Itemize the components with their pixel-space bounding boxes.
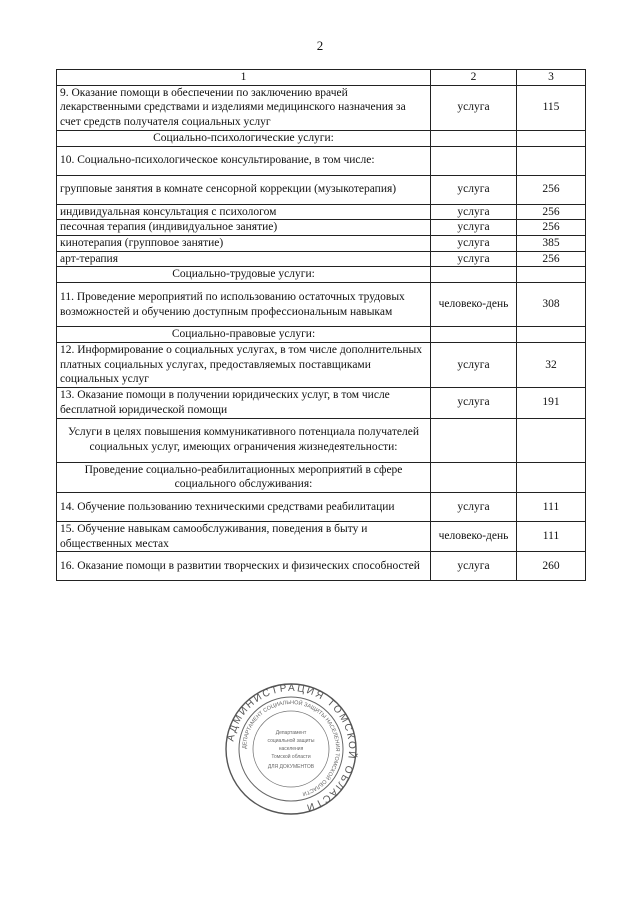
price-cell: 111 bbox=[517, 521, 586, 551]
unit-cell: человеко-день bbox=[431, 521, 517, 551]
section-row bbox=[57, 327, 586, 343]
svg-text:населения: населения bbox=[278, 746, 304, 752]
unit-cell: услуга bbox=[431, 388, 517, 418]
unit-cell bbox=[431, 130, 517, 146]
table-row bbox=[57, 552, 586, 581]
price-cell: 191 bbox=[517, 388, 586, 418]
svg-text:Департамент: Департамент bbox=[275, 730, 307, 736]
unit-cell bbox=[431, 418, 517, 462]
price-cell: 32 bbox=[517, 342, 586, 387]
unit-cell: услуга bbox=[431, 220, 517, 236]
svg-text:Томской области: Томской области bbox=[271, 754, 311, 760]
service-name: 11. Проведение мероприятий по использованию остаточных трудовых возможностей и обучению доступным профессиональным навыкам bbox=[57, 283, 431, 327]
section-row bbox=[57, 130, 586, 146]
service-name: 15. Обучение навыкам самообслуживания, поведения в быту и общественных местах bbox=[57, 521, 431, 551]
price-cell bbox=[517, 130, 586, 146]
unit-cell: человеко-день bbox=[431, 283, 517, 327]
section-title: Проведение социально-реабилитационных мероприятий в сфере социального обслуживания: bbox=[57, 462, 431, 492]
unit-cell: услуга bbox=[431, 251, 517, 267]
table-row bbox=[57, 85, 586, 130]
service-name: групповые занятия в комнате сенсорной коррекции (музыкотерапия) bbox=[57, 175, 431, 204]
service-name: 14. Обучение пользованию техническими средствами реабилитации bbox=[57, 492, 431, 521]
unit-cell: услуга bbox=[431, 204, 517, 220]
unit-cell bbox=[431, 462, 517, 492]
section-row bbox=[57, 462, 586, 492]
price-cell: 256 bbox=[517, 220, 586, 236]
unit-cell: услуга bbox=[431, 175, 517, 204]
unit-cell: услуга bbox=[431, 492, 517, 521]
table-row bbox=[57, 220, 586, 236]
service-name: 16. Оказание помощи в развитии творческих и физических способностей bbox=[57, 552, 431, 581]
price-cell: 260 bbox=[517, 552, 586, 581]
unit-cell bbox=[431, 146, 517, 175]
section-row bbox=[57, 267, 586, 283]
table-header-row bbox=[57, 70, 586, 86]
seal-outer-text: АДМИНИСТРАЦИЯ ТОМСКОЙ ОБЛАСТИ bbox=[225, 682, 358, 814]
unit-cell: услуга bbox=[431, 85, 517, 130]
page-number: 2 bbox=[316, 38, 324, 53]
service-name: песочная терапия (индивидуальное занятие) bbox=[57, 220, 431, 236]
seal-center-text bbox=[268, 730, 315, 770]
section-row bbox=[57, 418, 586, 462]
section-title: Услуги в целях повышения коммуникативного потенциала получателей социальных услуг, имеющих ограничения жизнедеятельности: bbox=[57, 418, 431, 462]
service-name: индивидуальная консультация с психологом bbox=[57, 204, 431, 220]
price-cell bbox=[517, 146, 586, 175]
price-cell bbox=[517, 462, 586, 492]
official-seal bbox=[224, 682, 358, 816]
service-name: 10. Социально-психологическое консультирование, в том числе: bbox=[57, 146, 431, 175]
service-name: 13. Оказание помощи в получении юридических услуг, в том числе бесплатной юридической помощи bbox=[57, 388, 431, 418]
service-name: арт-терапия bbox=[57, 251, 431, 267]
services-table bbox=[56, 69, 586, 581]
table-row bbox=[57, 342, 586, 387]
price-cell bbox=[517, 327, 586, 343]
column-header: 1 bbox=[57, 70, 431, 86]
service-name: 12. Информирование о социальных услугах, в том числе дополнительных платных социальных услугах, предоставляемых поставщиками социальных услуг bbox=[57, 342, 431, 387]
svg-text:социальной защиты: социальной защиты bbox=[267, 738, 315, 744]
price-cell: 385 bbox=[517, 236, 586, 252]
price-cell bbox=[517, 267, 586, 283]
table-row bbox=[57, 251, 586, 267]
section-title: Социально-правовые услуги: bbox=[57, 327, 431, 343]
table-row bbox=[57, 283, 586, 327]
price-cell: 308 bbox=[517, 283, 586, 327]
price-cell: 256 bbox=[517, 251, 586, 267]
table-row bbox=[57, 204, 586, 220]
seal-inner-text: ДЕПАРТАМЕНТ СОЦИАЛЬНОЙ ЗАЩИТЫ НАСЕЛЕНИЯ ТОМСКОЙ ОБЛАСТИ bbox=[241, 699, 341, 797]
table-row bbox=[57, 521, 586, 551]
table-row bbox=[57, 146, 586, 175]
unit-cell: услуга bbox=[431, 552, 517, 581]
price-cell: 256 bbox=[517, 175, 586, 204]
svg-text:ДЛЯ ДОКУМЕНТОВ: ДЛЯ ДОКУМЕНТОВ bbox=[267, 764, 315, 770]
service-name: 9. Оказание помощи в обеспечении по заключению врачей лекарственными средствами и изделиями медицинского назначения за счет средств получателя социальных услуг bbox=[57, 85, 431, 130]
service-name: кинотерапия (групповое занятие) bbox=[57, 236, 431, 252]
price-cell: 256 bbox=[517, 204, 586, 220]
table-row bbox=[57, 175, 586, 204]
table-row bbox=[57, 236, 586, 252]
price-cell bbox=[517, 418, 586, 462]
section-title: Социально-трудовые услуги: bbox=[57, 267, 431, 283]
unit-cell: услуга bbox=[431, 342, 517, 387]
column-header: 2 bbox=[431, 70, 517, 86]
unit-cell: услуга bbox=[431, 236, 517, 252]
unit-cell bbox=[431, 327, 517, 343]
unit-cell bbox=[431, 267, 517, 283]
price-cell: 111 bbox=[517, 492, 586, 521]
column-header: 3 bbox=[517, 70, 586, 86]
section-title: Социально-психологические услуги: bbox=[57, 130, 431, 146]
price-cell: 115 bbox=[517, 85, 586, 130]
table-row bbox=[57, 492, 586, 521]
table-row bbox=[57, 388, 586, 418]
